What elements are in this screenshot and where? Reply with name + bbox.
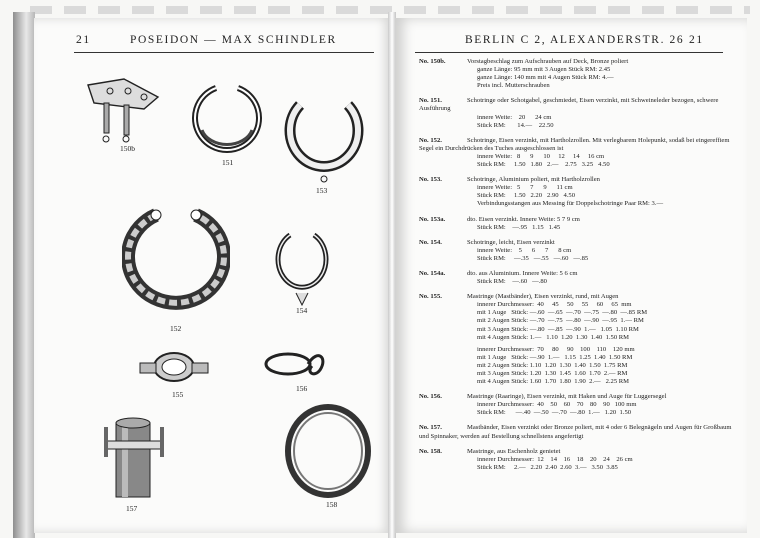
catalog-entry — [419, 393, 739, 417]
catalog-entry — [419, 239, 739, 263]
entry-description: Vorstagbeschlag zum Aufschrauben auf Deck, Bronze poliert — [467, 58, 629, 65]
entry-description: Mastringe (Mastbänder), Eisen verzinkt, rund, mit Augen — [467, 293, 619, 301]
entry-price-line: Stück RM: 14.— 22.50 — [477, 121, 554, 129]
entry-price-line: innerer Durchmesser: 40 45 50 55 60 65 mm — [477, 301, 632, 309]
fig-label: 157 — [126, 504, 138, 513]
entry-price-line: Stück RM: —.95 1.15 1.45 — [477, 223, 561, 231]
left-page-number: 21 — [76, 34, 91, 46]
fig-label: 153 — [316, 186, 328, 195]
fig-label: 151 — [222, 158, 234, 167]
entry-price-line: mit 4 Augen Stück: 1.60 1.70 1.80 1.90 2.— 2.25 RM — [477, 378, 630, 386]
entry-price-line: ganze Länge: 95 mm mit 3 Augen Stück RM: 2.45 — [477, 66, 611, 74]
entry-description: dto. Eisen verzinkt. Innere Weite: 5 7 9 cm — [467, 215, 580, 223]
entry-description: Schotringe oder Schotgabel, geschmiedet, Eisen verzinkt, mit Schweineleder bezogen, schwere Ausführung — [419, 97, 719, 113]
catalog-entry — [419, 216, 739, 232]
entry-number: No. 153a. — [419, 215, 446, 223]
entry-number: No. 156. — [419, 393, 442, 401]
entry-number: No. 154. — [419, 238, 442, 246]
entry-price-line: mit 2 Augen Stück: 1.10 1.20 1.30 1.40 1.50 1.75 RM — [477, 361, 628, 369]
fig-label: 152 — [170, 324, 182, 333]
entry-description: dto. aus Aluminium. Innere Weite: 5 6 cm — [467, 269, 578, 277]
left-page-header: POSEIDON — MAX SCHINDLER — [130, 34, 337, 46]
fig-153-sheet-ring — [282, 93, 366, 189]
left-header-rule — [74, 52, 374, 53]
entry-price-line: ganze Länge: 140 mm mit 4 Augen Stück RM: 4.— — [477, 74, 614, 82]
right-page-number: 21 — [689, 34, 704, 46]
entry-number: No. 152. — [419, 136, 442, 144]
entry-price-line: Stück RM: —.60 —.80 — [477, 278, 547, 286]
fig-151-sheet-ring — [186, 78, 266, 158]
fig-157-mast-band — [98, 413, 170, 503]
entry-price-line: innerer Durchmesser: 40 50 60 70 80 90 100 mm — [477, 401, 637, 409]
entry-description: Schotringe, Eisen verzinkt, mit Hartholzrollen. Mit verlegbarem Holepunkt, sodaß bei eingereffiem Segel ein Durchdrücken des Tuches ausgeschlossen ist — [419, 136, 730, 152]
fig-154-light-sheet-ring — [266, 223, 338, 313]
catalog-entries — [419, 58, 739, 479]
entry-number: No. 150b. — [419, 58, 446, 65]
fig-label: 150b — [120, 144, 135, 153]
catalog-entry — [419, 293, 739, 386]
entry-description: Mastbänder, Eisen verzinkt oder Bronze poliert, mit 4 oder 6 Belegnägeln und Augen für Großbaum und Spinnaker, werden auf Bestellung schnellstens angefertigt — [419, 424, 732, 440]
left-page — [34, 18, 392, 533]
entry-number: No. 154a. — [419, 269, 446, 277]
fig-156-hoop-ring — [262, 338, 332, 388]
fig-152-sheet-ring — [122, 203, 230, 321]
entry-number: No. 158. — [419, 447, 442, 455]
entry-number: No. 157. — [419, 424, 442, 432]
fig-label: 156 — [296, 384, 308, 393]
entry-price-line: Verbindungsstangen aus Messing für Doppelschotringe Paar RM: 3.— — [477, 200, 664, 208]
entry-price-line: mit 2 Augen Stück: —.70 —.75 —.80 —.90 —.95 1.— RM — [477, 317, 644, 325]
entry-price-line: Stück RM: 1.50 2.20 2.90 4.50 — [477, 192, 575, 200]
fig-155-mast-ring — [134, 343, 214, 391]
fig-label: 158 — [326, 500, 338, 509]
entry-price-line: innere Weite: 8 9 10 12 14 16 cm — [477, 152, 605, 160]
entry-price-line: mit 1 Auge Stück: —.60 —.65 —.70 —.75 —.80 —.85 RM — [477, 309, 648, 317]
catalog-entry — [419, 97, 739, 129]
fig-label: 154 — [296, 306, 308, 315]
entry-price-line: Stück RM: 1.50 1.80 2.— 2.75 3.25 4.50 — [477, 161, 610, 169]
entry-price-line: mit 3 Augen Stück: —.80 —.85 —.90 1.— 1.05 1.10 RM — [477, 325, 639, 333]
entry-price-line: Stück RM: 2.— 2.20 2.40 2.60 3.— 3.50 3.85 — [477, 463, 618, 471]
book-edge — [13, 12, 35, 538]
entry-price-line: innere Weite: 5 7 9 11 cm — [477, 184, 573, 192]
entry-price-line: Preis incl. Mutterschrauben — [477, 82, 550, 90]
right-header-rule — [415, 52, 723, 53]
fig-150b-stay-fitting — [84, 73, 164, 153]
catalog-entry — [419, 58, 739, 90]
entry-price-line: innere Weite: 5 6 7 8 cm — [477, 246, 572, 254]
right-page — [395, 18, 747, 533]
entry-description: Schotringe, Aluminium poliert, mit Hartholzrollen — [467, 176, 600, 184]
entry-price-line: mit 3 Augen Stück: 1.20 1.30 1.45 1.60 1.70 2.— RM — [477, 370, 628, 377]
catalog-entry — [419, 176, 739, 208]
catalog-entry — [419, 270, 739, 286]
entry-price-line: innerer Durchmesser: 70 80 90 100 110 120 mm — [477, 345, 635, 353]
right-page-header: BERLIN C 2, ALEXANDERSTR. 26 — [465, 34, 685, 46]
entry-price-line: innere Weite: 20 24 cm — [477, 113, 552, 121]
entry-number: No. 151. — [419, 97, 442, 105]
entry-price-line: innerer Durchmesser: 12 14 16 18 20 24 26 cm — [477, 455, 633, 463]
entry-number: No. 153. — [419, 176, 442, 184]
fig-label: 155 — [172, 390, 184, 399]
entry-price-line: Stück RM: —.35 —.55 —.60 —.85 — [477, 254, 589, 262]
entry-price-line: mit 1 Auge Stück: —.90 1.— 1.15 1.25 1.40 1.50 RM — [477, 353, 633, 361]
entry-price-line: mit 4 Augen Stück: 1.— 1.10 1.20 1.30 1.40 1.50 RM — [477, 333, 630, 341]
entry-number: No. 155. — [419, 293, 442, 301]
catalog-entry — [419, 424, 739, 440]
entry-description: Schotringe, leicht, Eisen verzinkt — [467, 238, 555, 246]
catalog-entry — [419, 448, 739, 472]
entry-description: Mastringe (Raaringe), Eisen verzinkt, mit Haken und Auge für Luggersegel — [467, 393, 667, 401]
catalog-entry — [419, 137, 739, 169]
entry-price-line: Stück RM: —.40 —.50 —.70 —.80 1.— 1.20 1.50 — [477, 409, 632, 417]
fig-158-wooden-mast-ring — [284, 403, 372, 499]
entry-description: Mastringe, aus Eschenholz genietet — [467, 447, 561, 455]
